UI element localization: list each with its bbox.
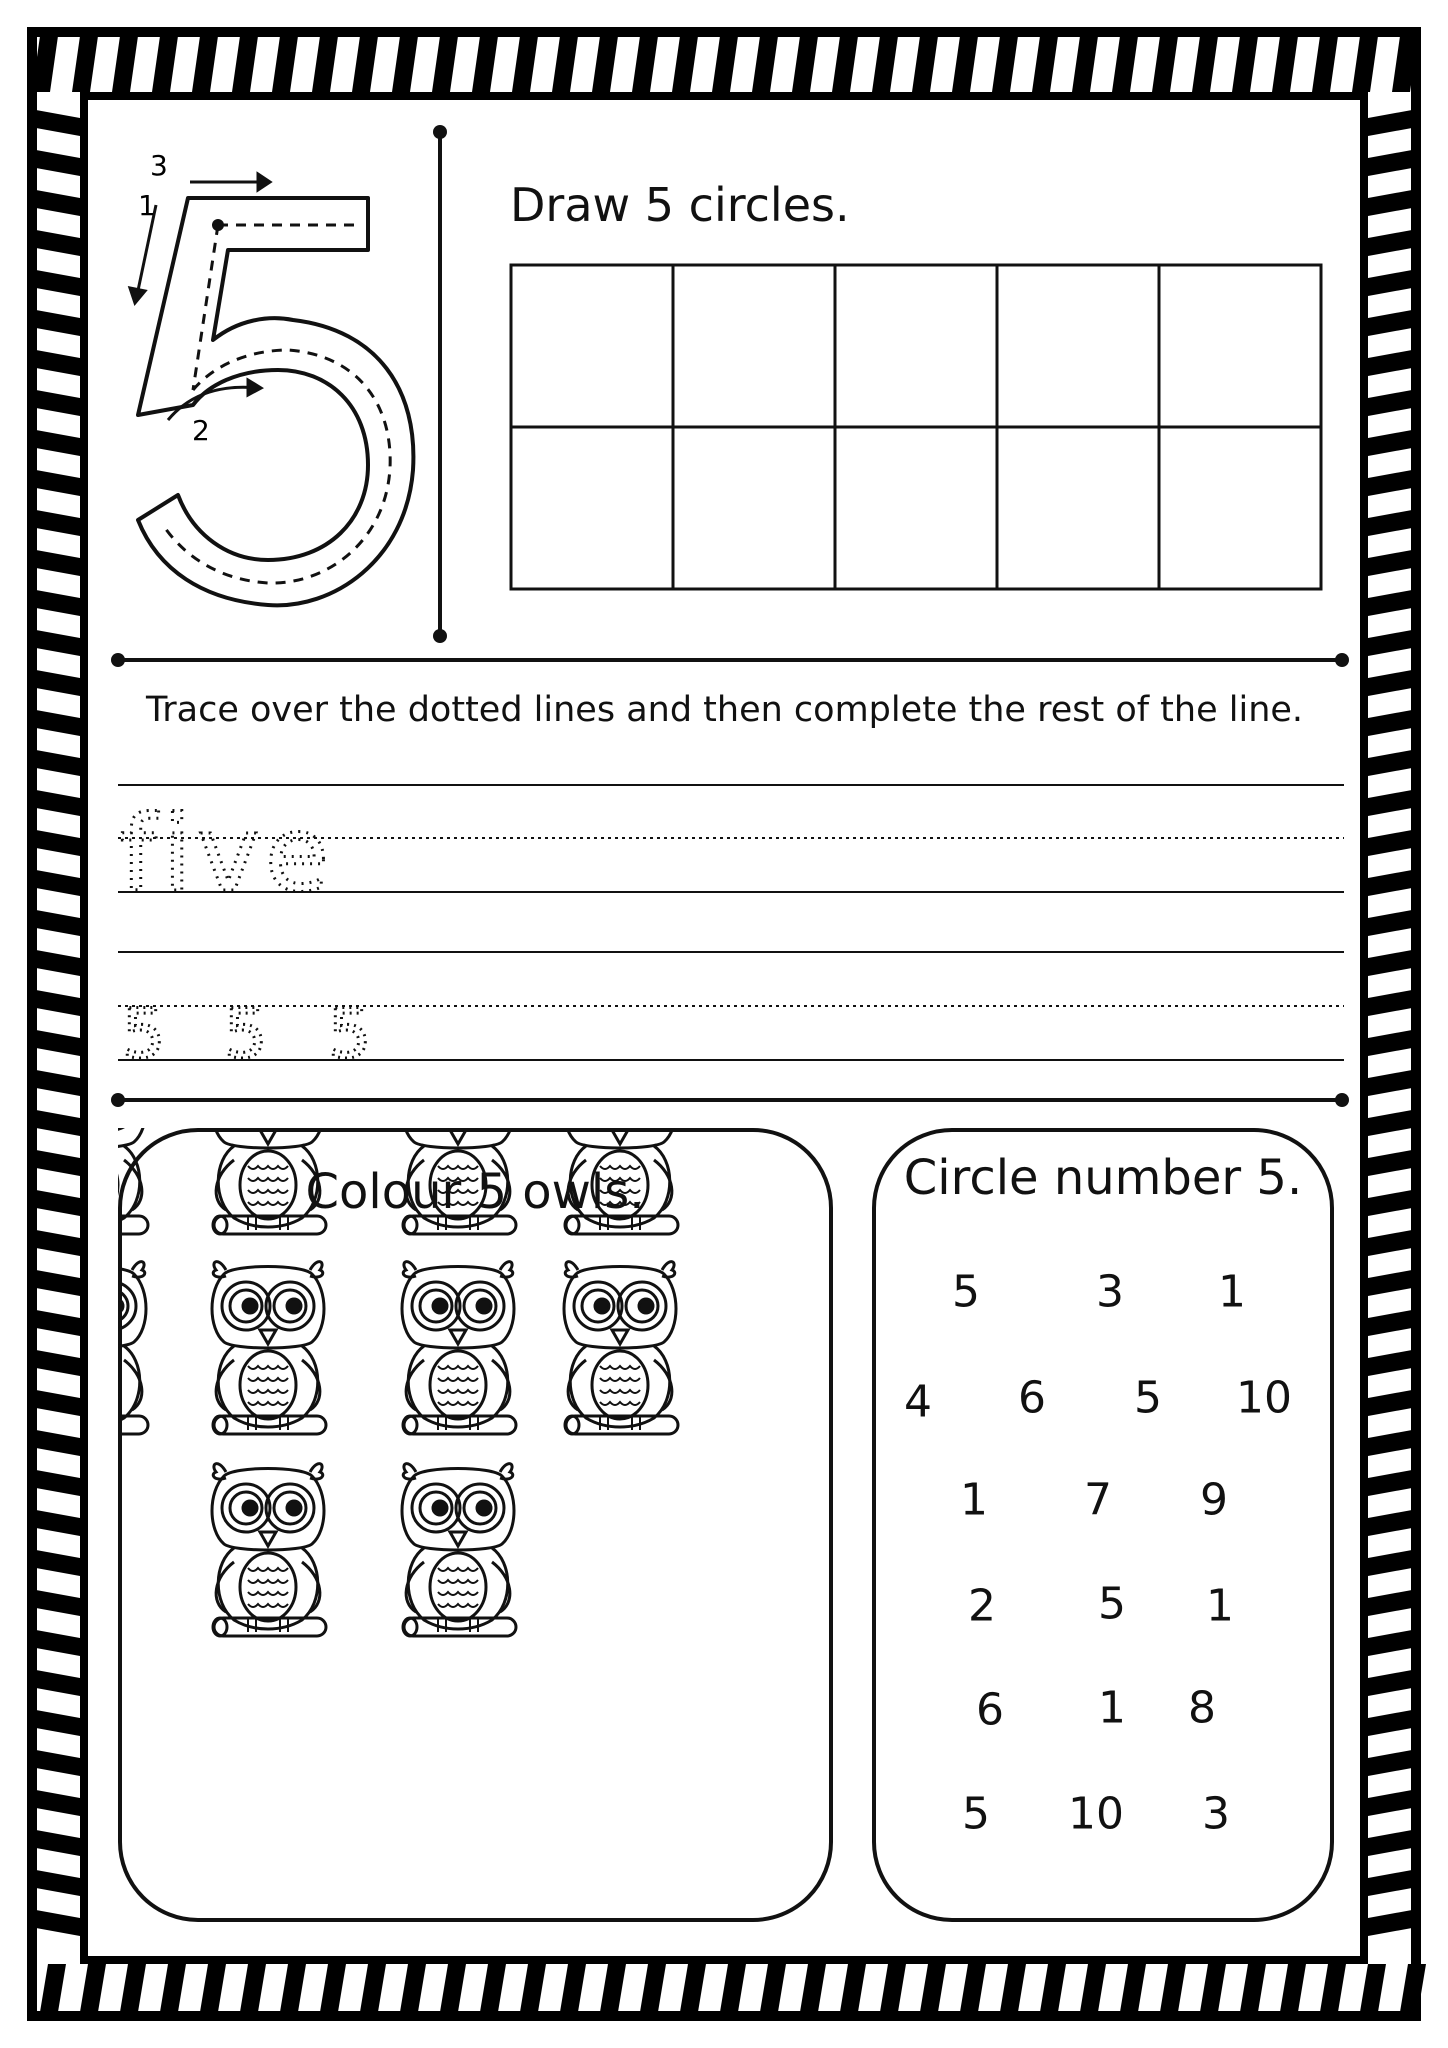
- ten-frame-cell[interactable]: [673, 265, 835, 427]
- horizontal-divider-top: [110, 650, 1350, 670]
- number-option[interactable]: 5: [1098, 1578, 1126, 1630]
- owl-icon[interactable]: [402, 1262, 516, 1434]
- owl-icon[interactable]: [212, 1464, 326, 1636]
- ten-frame-cell[interactable]: [997, 265, 1159, 427]
- traceable-word-five: five: [120, 793, 336, 915]
- traceable-digit-five-3: 5: [328, 995, 372, 1070]
- ten-frame-cell[interactable]: [835, 265, 997, 427]
- stroke-step-1: 1: [138, 189, 156, 222]
- horizontal-divider-bottom: [110, 1090, 1350, 1110]
- ten-frame-cell[interactable]: [835, 427, 997, 589]
- owl-icon[interactable]: [564, 1128, 678, 1234]
- number-option[interactable]: 10: [1236, 1372, 1292, 1424]
- tracing-number-five: [118, 150, 438, 620]
- number-option[interactable]: 1: [1218, 1266, 1246, 1318]
- number-option[interactable]: 2: [968, 1580, 996, 1632]
- stroke-step-3: 3: [150, 150, 168, 182]
- owl-icon[interactable]: [212, 1262, 326, 1434]
- stroke-step-2: 2: [192, 414, 210, 447]
- owl-icon[interactable]: [402, 1464, 516, 1636]
- number-option[interactable]: 4: [904, 1376, 932, 1428]
- ten-frame-cell[interactable]: [1159, 265, 1321, 427]
- owl-icon[interactable]: [118, 1262, 148, 1434]
- owl-icon[interactable]: [564, 1262, 678, 1434]
- number-option[interactable]: 7: [1084, 1474, 1112, 1526]
- owl-icon[interactable]: [118, 1128, 148, 1234]
- traceable-digit-five-1: 5: [122, 995, 166, 1070]
- number-option[interactable]: 10: [1068, 1788, 1124, 1840]
- number-option[interactable]: 6: [976, 1684, 1004, 1736]
- ten-frame-cell[interactable]: [511, 427, 673, 589]
- ten-frame-cell[interactable]: [1159, 427, 1321, 589]
- number-option[interactable]: 8: [1188, 1682, 1216, 1734]
- number-option[interactable]: 9: [1200, 1474, 1228, 1526]
- number-option[interactable]: 1: [1098, 1682, 1126, 1734]
- number-option[interactable]: 3: [1202, 1788, 1230, 1840]
- owl-grid: [118, 1128, 833, 1922]
- stroke-start-dot: [212, 219, 224, 231]
- vertical-divider: [430, 124, 450, 644]
- owl-icon[interactable]: [212, 1128, 326, 1234]
- ten-frame-cell[interactable]: [997, 427, 1159, 589]
- traceable-digit-five-2: 5: [224, 995, 268, 1070]
- handwriting-lines[interactable]: [118, 780, 1344, 1070]
- colour-owls-instruction: Colour 5 owls.: [305, 1164, 645, 1220]
- ten-frame-grid[interactable]: [508, 262, 1324, 592]
- ten-frame-cell[interactable]: [511, 265, 673, 427]
- number-option[interactable]: 5: [952, 1266, 980, 1318]
- owl-icon[interactable]: [402, 1128, 516, 1234]
- circle-number-instruction: Circle number 5.: [903, 1150, 1303, 1206]
- number-option[interactable]: 3: [1096, 1266, 1124, 1318]
- ten-frame-instruction: Draw 5 circles.: [510, 178, 850, 232]
- number-option[interactable]: 1: [960, 1474, 988, 1526]
- ten-frame-cell[interactable]: [673, 427, 835, 589]
- number-option[interactable]: 1: [1206, 1580, 1234, 1632]
- tracing-instruction: Trace over the dotted lines and then complete the rest of the line.: [146, 690, 1304, 730]
- number-option[interactable]: 5: [962, 1788, 990, 1840]
- number-option[interactable]: 6: [1018, 1372, 1046, 1424]
- number-option[interactable]: 5: [1134, 1372, 1162, 1424]
